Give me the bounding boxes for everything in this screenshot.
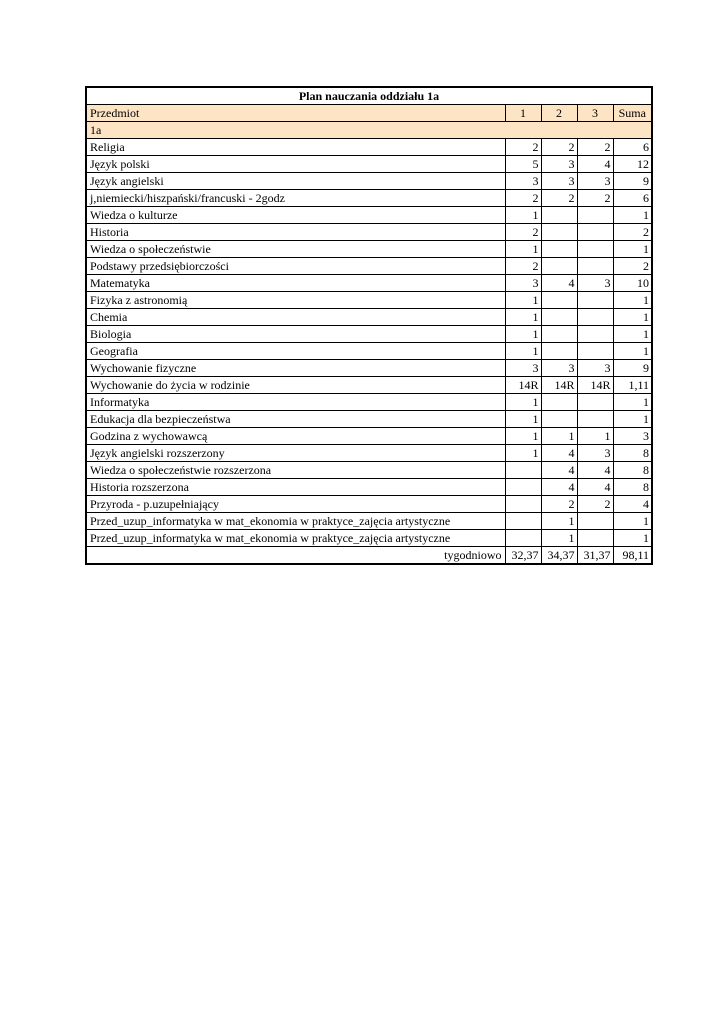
subject-cell: Wiedza o kulturze: [86, 207, 505, 224]
table-row: [86, 411, 652, 428]
year-1-cell: 2: [505, 258, 541, 275]
class-label: 1a: [86, 122, 652, 139]
sum-cell: 1: [613, 309, 652, 326]
year-3-cell: [577, 309, 613, 326]
table-row: [86, 377, 652, 394]
year-3-cell: 3: [577, 275, 613, 292]
year-1-cell: 2: [505, 190, 541, 207]
subject-cell: Historia: [86, 224, 505, 241]
subject-cell: Język angielski: [86, 173, 505, 190]
year-1-cell: [505, 479, 541, 496]
year-2-cell: 3: [541, 360, 577, 377]
sum-cell: 1: [613, 411, 652, 428]
weekly-total-label: tygodniowo: [86, 547, 505, 565]
sum-cell: 1: [613, 343, 652, 360]
subject-cell: Historia rozszerzona: [86, 479, 505, 496]
table-row: [86, 445, 652, 462]
year-1-cell: [505, 530, 541, 547]
table-row: [86, 479, 652, 496]
year-3-cell: 4: [577, 479, 613, 496]
year-1-cell: 3: [505, 275, 541, 292]
table-row: [86, 173, 652, 190]
year-3-cell: [577, 292, 613, 309]
year-1-cell: 1: [505, 411, 541, 428]
year-3-cell: 2: [577, 496, 613, 513]
sum-cell: 9: [613, 360, 652, 377]
year-3-cell: [577, 207, 613, 224]
year-2-cell: 3: [541, 156, 577, 173]
class-label-row: [86, 122, 652, 139]
sum-column-header: Suma: [613, 105, 652, 122]
sum-cell: 1: [613, 207, 652, 224]
year-2-cell: [541, 207, 577, 224]
year-2-cell: [541, 394, 577, 411]
table-row: [86, 224, 652, 241]
sum-cell: 2: [613, 224, 652, 241]
year-3-cell: [577, 258, 613, 275]
subject-cell: Biologia: [86, 326, 505, 343]
table-row: [86, 241, 652, 258]
year-2-total: 34,37: [541, 547, 577, 565]
sum-cell: 1: [613, 513, 652, 530]
year-1-cell: 1: [505, 428, 541, 445]
year-1-cell: 1: [505, 445, 541, 462]
table-row: [86, 530, 652, 547]
subject-cell: Geografia: [86, 343, 505, 360]
subject-cell: Chemia: [86, 309, 505, 326]
year-1-cell: 3: [505, 173, 541, 190]
title-row: [86, 87, 652, 105]
year-2-cell: 4: [541, 462, 577, 479]
year-3-cell: 2: [577, 190, 613, 207]
subject-cell: Fizyka z astronomią: [86, 292, 505, 309]
year-3-cell: [577, 513, 613, 530]
year-1-cell: [505, 513, 541, 530]
year-1-cell: 1: [505, 343, 541, 360]
table-row: [86, 309, 652, 326]
sum-cell: 1: [613, 530, 652, 547]
year-2-cell: [541, 326, 577, 343]
table-row: [86, 360, 652, 377]
year-2-cell: [541, 309, 577, 326]
sum-cell: 9: [613, 173, 652, 190]
subject-cell: Edukacja dla bezpieczeństwa: [86, 411, 505, 428]
subject-cell: Język polski: [86, 156, 505, 173]
header-row: [86, 105, 652, 122]
sum-cell: 1: [613, 394, 652, 411]
year-1-cell: 2: [505, 224, 541, 241]
year-3-column-header: 3: [577, 105, 613, 122]
year-2-cell: 14R: [541, 377, 577, 394]
sum-cell: 8: [613, 445, 652, 462]
sum-cell: 1: [613, 292, 652, 309]
sum-cell: 4: [613, 496, 652, 513]
sum-cell: 12: [613, 156, 652, 173]
table-row: [86, 343, 652, 360]
year-2-cell: [541, 258, 577, 275]
year-1-cell: 14R: [505, 377, 541, 394]
curriculum-table: [85, 86, 653, 565]
year-1-cell: 3: [505, 360, 541, 377]
year-2-column-header: 2: [541, 105, 577, 122]
year-3-cell: 14R: [577, 377, 613, 394]
subject-cell: Wychowanie fizyczne: [86, 360, 505, 377]
year-3-cell: [577, 411, 613, 428]
table-row: [86, 258, 652, 275]
sum-cell: 3: [613, 428, 652, 445]
table-row: [86, 394, 652, 411]
year-3-cell: 1: [577, 428, 613, 445]
table-row: [86, 139, 652, 156]
subject-cell: Godzina z wychowawcą: [86, 428, 505, 445]
subject-cell: Przyroda - p.uzupełniający: [86, 496, 505, 513]
table-row: [86, 207, 652, 224]
year-3-cell: [577, 394, 613, 411]
year-1-cell: 5: [505, 156, 541, 173]
year-1-cell: 1: [505, 207, 541, 224]
sum-cell: 1: [613, 241, 652, 258]
table-row: [86, 275, 652, 292]
sum-cell: 6: [613, 139, 652, 156]
sum-cell: 8: [613, 462, 652, 479]
year-2-cell: [541, 241, 577, 258]
year-3-cell: 4: [577, 156, 613, 173]
sum-cell: 6: [613, 190, 652, 207]
year-2-cell: [541, 292, 577, 309]
table-row: [86, 292, 652, 309]
year-1-cell: 1: [505, 326, 541, 343]
year-3-cell: 4: [577, 462, 613, 479]
year-3-cell: 3: [577, 360, 613, 377]
table-row: [86, 513, 652, 530]
table-title: Plan nauczania oddziału 1a: [86, 87, 652, 105]
subject-cell: j,niemiecki/hiszpański/francuski - 2godz: [86, 190, 505, 207]
year-1-cell: 1: [505, 292, 541, 309]
year-3-cell: [577, 326, 613, 343]
year-2-cell: 2: [541, 190, 577, 207]
table-row: [86, 156, 652, 173]
year-1-cell: 2: [505, 139, 541, 156]
subject-column-header: Przedmiot: [86, 105, 505, 122]
year-2-cell: 4: [541, 275, 577, 292]
table-row: [86, 462, 652, 479]
year-1-column-header: 1: [505, 105, 541, 122]
subject-cell: Przed_uzup_informatyka w mat_ekonomia w praktyce_zajęcia artystyczne: [86, 530, 505, 547]
subject-cell: Język angielski rozszerzony: [86, 445, 505, 462]
subject-cell: Matematyka: [86, 275, 505, 292]
subject-cell: Wiedza o społeczeństwie: [86, 241, 505, 258]
year-3-cell: [577, 224, 613, 241]
year-1-cell: 1: [505, 394, 541, 411]
year-2-cell: 2: [541, 496, 577, 513]
year-1-cell: [505, 496, 541, 513]
year-2-cell: 1: [541, 513, 577, 530]
year-2-cell: 4: [541, 479, 577, 496]
year-1-cell: 1: [505, 309, 541, 326]
table-row: [86, 326, 652, 343]
sum-cell: 10: [613, 275, 652, 292]
subject-cell: Wychowanie do życia w rodzinie: [86, 377, 505, 394]
year-2-cell: [541, 224, 577, 241]
year-2-cell: [541, 411, 577, 428]
sum-cell: 2: [613, 258, 652, 275]
year-2-cell: 1: [541, 530, 577, 547]
year-3-cell: [577, 530, 613, 547]
year-3-cell: 3: [577, 173, 613, 190]
subject-cell: Przed_uzup_informatyka w mat_ekonomia w praktyce_zajęcia artystyczne: [86, 513, 505, 530]
table-row: [86, 428, 652, 445]
sum-cell: 8: [613, 479, 652, 496]
year-3-cell: [577, 343, 613, 360]
weekly-total-row: [86, 547, 652, 565]
subject-cell: Religia: [86, 139, 505, 156]
year-2-cell: 1: [541, 428, 577, 445]
year-1-cell: [505, 462, 541, 479]
year-1-cell: 1: [505, 241, 541, 258]
year-3-total: 31,37: [577, 547, 613, 565]
subject-cell: Wiedza o społeczeństwie rozszerzona: [86, 462, 505, 479]
table-row: [86, 496, 652, 513]
year-2-cell: 2: [541, 139, 577, 156]
year-3-cell: 2: [577, 139, 613, 156]
subject-cell: Podstawy przedsiębiorczości: [86, 258, 505, 275]
year-1-total: 32,37: [505, 547, 541, 565]
sum-cell: 1,11: [613, 377, 652, 394]
table-row: [86, 190, 652, 207]
grand-total: 98,11: [613, 547, 652, 565]
year-3-cell: [577, 241, 613, 258]
sum-cell: 1: [613, 326, 652, 343]
year-2-cell: 4: [541, 445, 577, 462]
year-2-cell: 3: [541, 173, 577, 190]
subject-cell: Informatyka: [86, 394, 505, 411]
year-3-cell: 3: [577, 445, 613, 462]
year-2-cell: [541, 343, 577, 360]
